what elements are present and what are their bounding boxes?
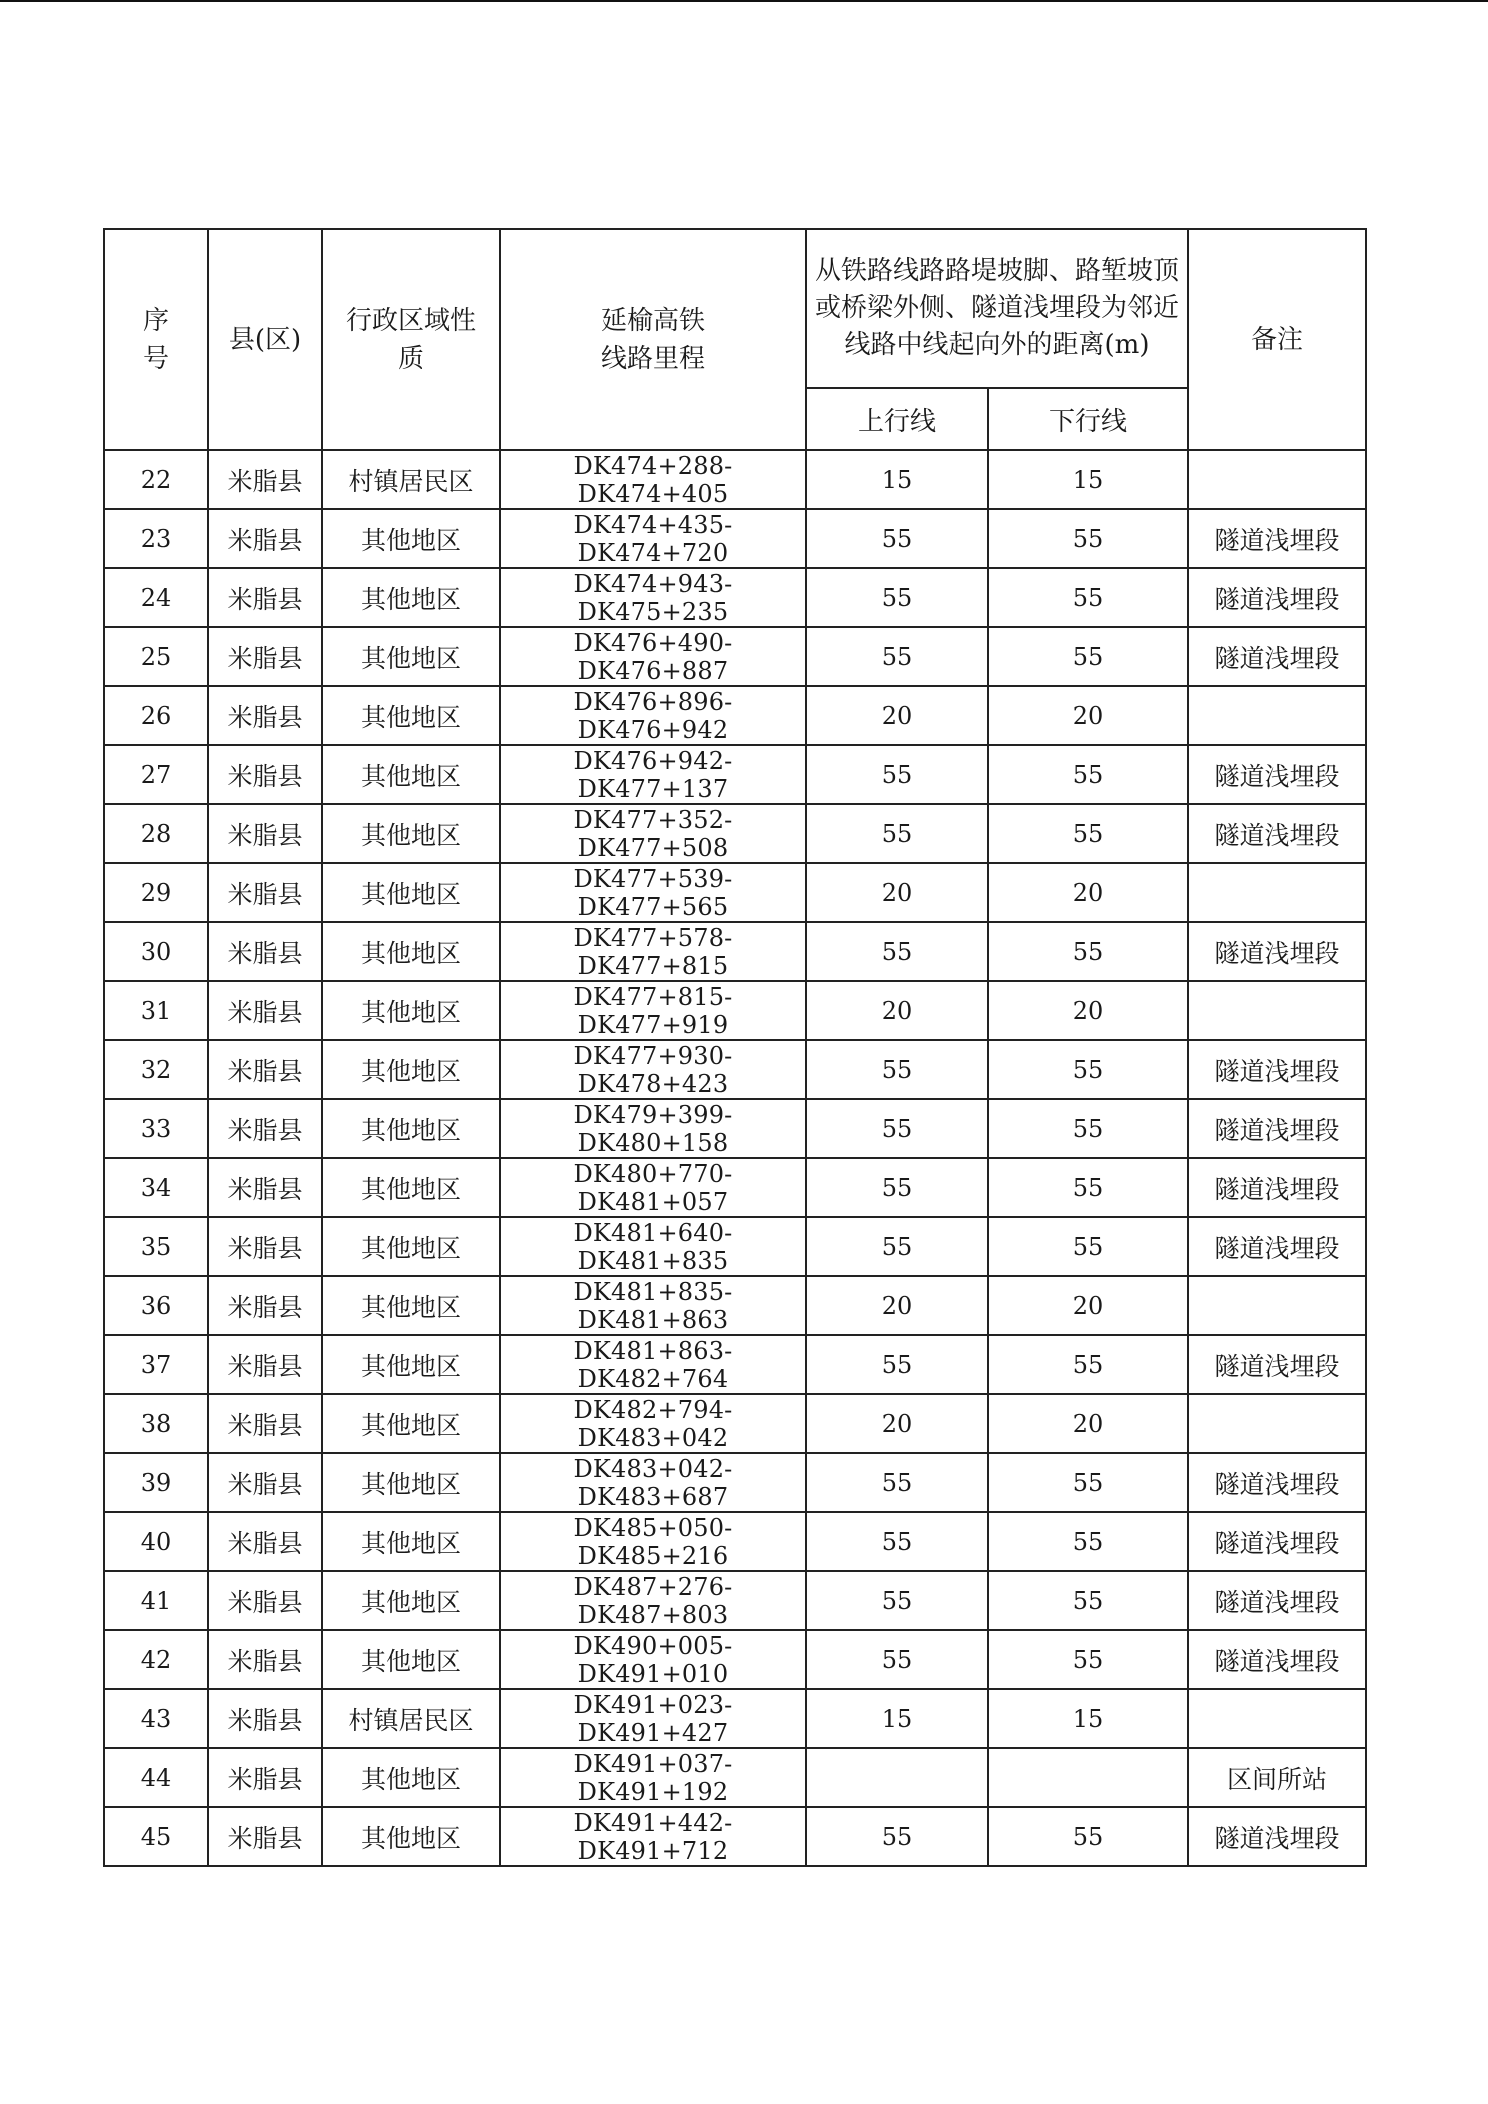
cell-mileage: DK479+399-DK480+158 <box>500 1099 806 1158</box>
header-remark: 备注 <box>1188 229 1366 450</box>
table-row <box>104 1630 1366 1689</box>
cell-region-type: 其他地区 <box>322 1335 500 1394</box>
cell-up-line-distance <box>806 1748 988 1807</box>
cell-remark <box>1188 1689 1366 1748</box>
cell-remark: 隧道浅埋段 <box>1188 804 1366 863</box>
cell-county: 米脂县 <box>208 804 322 863</box>
cell-region-type: 村镇居民区 <box>322 1689 500 1748</box>
cell-remark: 隧道浅埋段 <box>1188 745 1366 804</box>
cell-remark <box>1188 1394 1366 1453</box>
cell-county: 米脂县 <box>208 1040 322 1099</box>
cell-seq: 25 <box>104 627 208 686</box>
table-body <box>104 450 1366 1866</box>
cell-down-line-distance: 20 <box>988 1394 1188 1453</box>
cell-seq: 43 <box>104 1689 208 1748</box>
cell-seq: 32 <box>104 1040 208 1099</box>
table-row <box>104 1335 1366 1394</box>
cell-remark <box>1188 450 1366 509</box>
cell-remark: 隧道浅埋段 <box>1188 1807 1366 1866</box>
cell-seq: 22 <box>104 450 208 509</box>
cell-mileage: DK491+442-DK491+712 <box>500 1807 806 1866</box>
cell-seq: 39 <box>104 1453 208 1512</box>
cell-remark <box>1188 981 1366 1040</box>
cell-county: 米脂县 <box>208 568 322 627</box>
cell-seq: 40 <box>104 1512 208 1571</box>
cell-county: 米脂县 <box>208 509 322 568</box>
cell-seq: 26 <box>104 686 208 745</box>
cell-up-line-distance: 55 <box>806 1571 988 1630</box>
table-row <box>104 450 1366 509</box>
cell-county: 米脂县 <box>208 1689 322 1748</box>
cell-mileage: DK490+005-DK491+010 <box>500 1630 806 1689</box>
cell-down-line-distance: 55 <box>988 745 1188 804</box>
table-row <box>104 745 1366 804</box>
cell-up-line-distance: 20 <box>806 1276 988 1335</box>
table-row <box>104 568 1366 627</box>
cell-county: 米脂县 <box>208 450 322 509</box>
cell-county: 米脂县 <box>208 1571 322 1630</box>
table-row <box>104 1512 1366 1571</box>
table-row <box>104 1689 1366 1748</box>
cell-county: 米脂县 <box>208 1335 322 1394</box>
cell-up-line-distance: 20 <box>806 863 988 922</box>
cell-seq: 28 <box>104 804 208 863</box>
cell-seq: 33 <box>104 1099 208 1158</box>
cell-mileage: DK476+896-DK476+942 <box>500 686 806 745</box>
table-row <box>104 627 1366 686</box>
table-row <box>104 863 1366 922</box>
cell-seq: 34 <box>104 1158 208 1217</box>
cell-county: 米脂县 <box>208 1099 322 1158</box>
cell-mileage: DK480+770-DK481+057 <box>500 1158 806 1217</box>
cell-mileage: DK476+942-DK477+137 <box>500 745 806 804</box>
cell-region-type: 其他地区 <box>322 804 500 863</box>
cell-remark: 隧道浅埋段 <box>1188 1512 1366 1571</box>
cell-remark: 隧道浅埋段 <box>1188 1335 1366 1394</box>
cell-up-line-distance: 55 <box>806 1040 988 1099</box>
table-row <box>104 1158 1366 1217</box>
cell-region-type: 其他地区 <box>322 1748 500 1807</box>
cell-region-type: 其他地区 <box>322 1394 500 1453</box>
cell-down-line-distance <box>988 1748 1188 1807</box>
cell-up-line-distance: 55 <box>806 1630 988 1689</box>
cell-region-type: 其他地区 <box>322 745 500 804</box>
header-up-line: 上行线 <box>806 388 988 450</box>
cell-up-line-distance: 55 <box>806 568 988 627</box>
cell-mileage: DK481+640-DK481+835 <box>500 1217 806 1276</box>
cell-down-line-distance: 15 <box>988 450 1188 509</box>
cell-up-line-distance: 55 <box>806 1512 988 1571</box>
cell-up-line-distance: 20 <box>806 1394 988 1453</box>
table-row <box>104 1276 1366 1335</box>
header-county: 县(区) <box>208 229 322 450</box>
cell-mileage: DK491+037-DK491+192 <box>500 1748 806 1807</box>
table-row <box>104 1453 1366 1512</box>
table-row <box>104 1099 1366 1158</box>
cell-region-type: 其他地区 <box>322 1512 500 1571</box>
cell-mileage: DK491+023-DK491+427 <box>500 1689 806 1748</box>
table-row <box>104 1807 1366 1866</box>
table-row <box>104 1217 1366 1276</box>
cell-mileage: DK474+288-DK474+405 <box>500 450 806 509</box>
cell-seq: 29 <box>104 863 208 922</box>
header-mileage: 延榆高铁线路里程 <box>500 229 806 450</box>
cell-remark: 隧道浅埋段 <box>1188 1099 1366 1158</box>
cell-up-line-distance: 55 <box>806 1453 988 1512</box>
cell-seq: 37 <box>104 1335 208 1394</box>
cell-region-type: 村镇居民区 <box>322 450 500 509</box>
cell-remark: 隧道浅埋段 <box>1188 1040 1366 1099</box>
cell-down-line-distance: 55 <box>988 1571 1188 1630</box>
cell-region-type: 其他地区 <box>322 863 500 922</box>
cell-down-line-distance: 55 <box>988 1630 1188 1689</box>
cell-up-line-distance: 15 <box>806 1689 988 1748</box>
cell-region-type: 其他地区 <box>322 1099 500 1158</box>
table-row <box>104 922 1366 981</box>
cell-down-line-distance: 55 <box>988 804 1188 863</box>
cell-down-line-distance: 55 <box>988 1040 1188 1099</box>
table-row <box>104 1394 1366 1453</box>
header-down-line: 下行线 <box>988 388 1188 450</box>
cell-region-type: 其他地区 <box>322 922 500 981</box>
cell-seq: 38 <box>104 1394 208 1453</box>
cell-remark <box>1188 686 1366 745</box>
cell-seq: 45 <box>104 1807 208 1866</box>
cell-mileage: DK481+835-DK481+863 <box>500 1276 806 1335</box>
cell-county: 米脂县 <box>208 686 322 745</box>
cell-mileage: DK487+276-DK487+803 <box>500 1571 806 1630</box>
cell-up-line-distance: 20 <box>806 981 988 1040</box>
cell-seq: 31 <box>104 981 208 1040</box>
cell-remark: 隧道浅埋段 <box>1188 1630 1366 1689</box>
page-top-edge <box>0 0 1488 2</box>
cell-remark: 隧道浅埋段 <box>1188 1571 1366 1630</box>
table-row <box>104 686 1366 745</box>
cell-seq: 35 <box>104 1217 208 1276</box>
document-page <box>103 228 1365 1867</box>
table-row <box>104 1040 1366 1099</box>
cell-down-line-distance: 20 <box>988 1276 1188 1335</box>
cell-up-line-distance: 55 <box>806 922 988 981</box>
cell-down-line-distance: 55 <box>988 1099 1188 1158</box>
cell-mileage: DK477+539-DK477+565 <box>500 863 806 922</box>
cell-remark: 隧道浅埋段 <box>1188 627 1366 686</box>
cell-up-line-distance: 55 <box>806 1158 988 1217</box>
cell-down-line-distance: 20 <box>988 981 1188 1040</box>
cell-mileage: DK476+490-DK476+887 <box>500 627 806 686</box>
table-row <box>104 981 1366 1040</box>
cell-region-type: 其他地区 <box>322 568 500 627</box>
table-row <box>104 509 1366 568</box>
cell-up-line-distance: 55 <box>806 1217 988 1276</box>
cell-down-line-distance: 55 <box>988 1217 1188 1276</box>
cell-county: 米脂县 <box>208 1276 322 1335</box>
cell-region-type: 其他地区 <box>322 1276 500 1335</box>
cell-remark: 隧道浅埋段 <box>1188 1217 1366 1276</box>
cell-region-type: 其他地区 <box>322 627 500 686</box>
cell-up-line-distance: 55 <box>806 745 988 804</box>
cell-county: 米脂县 <box>208 1453 322 1512</box>
cell-county: 米脂县 <box>208 627 322 686</box>
cell-county: 米脂县 <box>208 1630 322 1689</box>
cell-down-line-distance: 55 <box>988 627 1188 686</box>
cell-county: 米脂县 <box>208 1217 322 1276</box>
cell-down-line-distance: 55 <box>988 568 1188 627</box>
cell-down-line-distance: 15 <box>988 1689 1188 1748</box>
cell-up-line-distance: 55 <box>806 627 988 686</box>
cell-region-type: 其他地区 <box>322 1807 500 1866</box>
table-row <box>104 1748 1366 1807</box>
cell-down-line-distance: 20 <box>988 863 1188 922</box>
cell-down-line-distance: 55 <box>988 1158 1188 1217</box>
header-region-type: 行政区域性质 <box>322 229 500 450</box>
cell-up-line-distance: 55 <box>806 804 988 863</box>
cell-mileage: DK485+050-DK485+216 <box>500 1512 806 1571</box>
cell-seq: 30 <box>104 922 208 981</box>
cell-county: 米脂县 <box>208 1807 322 1866</box>
cell-county: 米脂县 <box>208 922 322 981</box>
cell-up-line-distance: 55 <box>806 1807 988 1866</box>
cell-region-type: 其他地区 <box>322 1158 500 1217</box>
cell-down-line-distance: 20 <box>988 686 1188 745</box>
cell-mileage: DK474+435-DK474+720 <box>500 509 806 568</box>
cell-down-line-distance: 55 <box>988 1335 1188 1394</box>
cell-region-type: 其他地区 <box>322 1571 500 1630</box>
cell-mileage: DK477+578-DK477+815 <box>500 922 806 981</box>
cell-up-line-distance: 55 <box>806 509 988 568</box>
cell-seq: 24 <box>104 568 208 627</box>
cell-county: 米脂县 <box>208 1158 322 1217</box>
cell-remark <box>1188 1276 1366 1335</box>
cell-seq: 41 <box>104 1571 208 1630</box>
cell-county: 米脂县 <box>208 745 322 804</box>
cell-seq: 44 <box>104 1748 208 1807</box>
cell-remark: 隧道浅埋段 <box>1188 1453 1366 1512</box>
cell-seq: 42 <box>104 1630 208 1689</box>
cell-mileage: DK483+042-DK483+687 <box>500 1453 806 1512</box>
cell-remark: 隧道浅埋段 <box>1188 568 1366 627</box>
table-header <box>104 229 1366 450</box>
cell-region-type: 其他地区 <box>322 1453 500 1512</box>
cell-seq: 36 <box>104 1276 208 1335</box>
railway-distance-table <box>103 228 1367 1867</box>
cell-remark: 隧道浅埋段 <box>1188 1158 1366 1217</box>
cell-remark: 隧道浅埋段 <box>1188 922 1366 981</box>
table-row <box>104 1571 1366 1630</box>
cell-county: 米脂县 <box>208 1394 322 1453</box>
cell-seq: 23 <box>104 509 208 568</box>
cell-mileage: DK482+794-DK483+042 <box>500 1394 806 1453</box>
cell-mileage: DK477+352-DK477+508 <box>500 804 806 863</box>
header-distance: 从铁路线路路堤坡脚、路堑坡顶或桥梁外侧、隧道浅埋段为邻近线路中线起向外的距离(m) <box>806 229 1188 388</box>
table-row <box>104 804 1366 863</box>
cell-county: 米脂县 <box>208 863 322 922</box>
cell-region-type: 其他地区 <box>322 1040 500 1099</box>
cell-mileage: DK481+863-DK482+764 <box>500 1335 806 1394</box>
cell-down-line-distance: 55 <box>988 509 1188 568</box>
cell-county: 米脂县 <box>208 981 322 1040</box>
cell-up-line-distance: 55 <box>806 1335 988 1394</box>
cell-county: 米脂县 <box>208 1512 322 1571</box>
cell-down-line-distance: 55 <box>988 1807 1188 1866</box>
cell-up-line-distance: 20 <box>806 686 988 745</box>
header-seq: 序号 <box>104 229 208 450</box>
cell-region-type: 其他地区 <box>322 1217 500 1276</box>
cell-county: 米脂县 <box>208 1748 322 1807</box>
cell-remark: 隧道浅埋段 <box>1188 509 1366 568</box>
cell-region-type: 其他地区 <box>322 686 500 745</box>
cell-down-line-distance: 55 <box>988 922 1188 981</box>
cell-seq: 27 <box>104 745 208 804</box>
cell-remark: 区间所站 <box>1188 1748 1366 1807</box>
cell-down-line-distance: 55 <box>988 1512 1188 1571</box>
cell-up-line-distance: 55 <box>806 1099 988 1158</box>
cell-region-type: 其他地区 <box>322 509 500 568</box>
cell-remark <box>1188 863 1366 922</box>
cell-mileage: DK477+930-DK478+423 <box>500 1040 806 1099</box>
cell-region-type: 其他地区 <box>322 981 500 1040</box>
cell-region-type: 其他地区 <box>322 1630 500 1689</box>
cell-mileage: DK477+815-DK477+919 <box>500 981 806 1040</box>
cell-down-line-distance: 55 <box>988 1453 1188 1512</box>
cell-up-line-distance: 15 <box>806 450 988 509</box>
cell-mileage: DK474+943-DK475+235 <box>500 568 806 627</box>
